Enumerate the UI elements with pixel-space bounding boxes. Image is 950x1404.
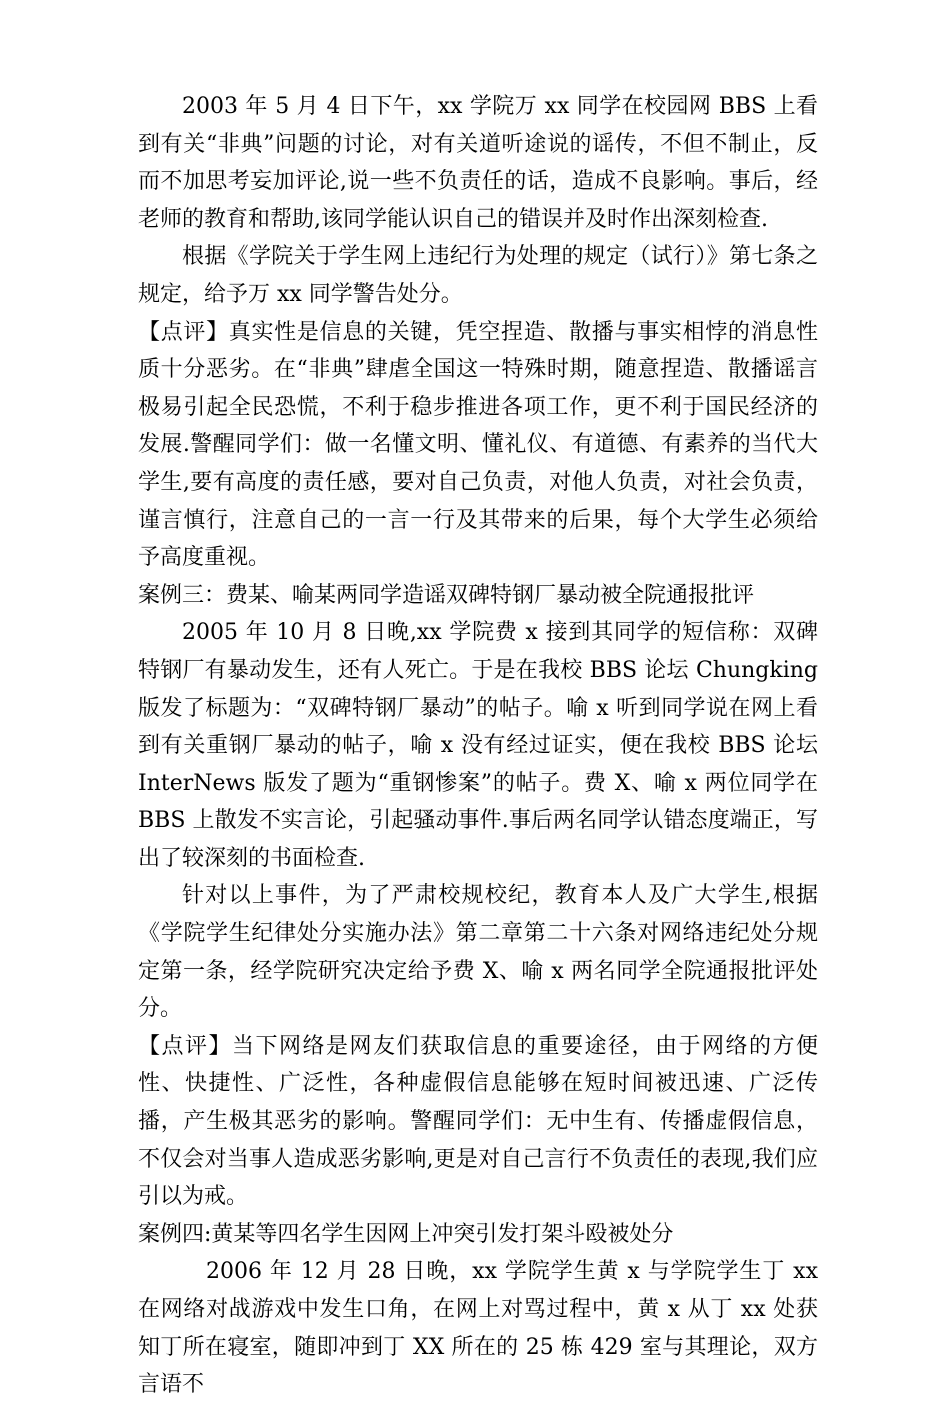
paragraph-case3-description: 2005 年 10 月 8 日晚,xx 学院费 x 接到其同学的短信称：双碑特钢厂有暴动发生，还有人死亡。于是在我校 BBS 论坛 Chungking 版发了标题为：“双碑特钢厂暴动”的帖子。喻 x 听到同学说在网上看到有关重钢厂暴动的帖子，喻 x 没有经过证实，便在我校 BBS 论坛 InterNews 版发了题为“重钢惨案”的帖子。费 X、喻 x 两位同学在 BBS 上散发不实言论，引起骚动事件.事后两名同学认错态度端正，写出了较深刻的书面检查. [138, 620, 818, 871]
comment-text: 真实性是信息的关键，凭空捏造、散播与事实相悖的消息性质十分恶劣。在“非典”肆虐全国这一特殊时期，随意捏造、散播谣言极易引起全民恐慌，不利于稳步推进各项工作，更不利于国民经济的发展.警醒同学们：做一名懂文明、懂礼仪、有道德、有素养的当代大学生,要有高度的责任感，要对自己负责，对他人负责，对社会负责，谨言慎行，注意自己的一言一行及其带来的后果，每个大学生必须给予高度重视。 [138, 319, 818, 571]
paragraph-case2-ruling: 根据《学院关于学生网上违纪行为处理的规定（试行）》第七条之规定，给予万 xx 同学警告处分。 [138, 244, 818, 307]
paragraph-case3-ruling: 针对以上事件，为了严肃校规校纪，教育本人及广大学生,根据《学院学生纪律处分实施办法》第二章第二十六条对网络违纪处分规定第一条，经学院研究决定给予费 X、喻 x 两名同学全院通报批评处分。 [138, 883, 818, 1022]
case4-title: 案例四:黄某等四名学生因网上冲突引发打架斗殴被处分 [138, 1221, 674, 1247]
paragraph-case4-description: 2006 年 12 月 28 日晚，xx 学院学生黄 x 与学院学生丁 xx 在网络对战游戏中发生口角，在网上对骂过程中，黄 x 从丁 xx 处获知丁所在寝室，随即冲到丁 XX 所在的 25 栋 429 室与其理论，双方言语不 [138, 1259, 818, 1398]
document-body [138, 88, 818, 1404]
paragraph-case3-comment [138, 1028, 818, 1216]
case3-title: 案例三：费某、喻某两同学造谣双碑特钢厂暴动被全院通报批评 [138, 582, 755, 608]
paragraph-case2-comment [138, 314, 818, 577]
comment-text: 当下网络是网友们获取信息的重要途径，由于网络的方便性、快捷性、广泛性，各种虚假信息能够在短时间被迅速、广泛传播，产生极其恶劣的影响。警醒同学们：无中生有、传播虚假信息，不仅会对当事人造成恶劣影响,更是对自己言行不负责任的表现,我们应引以为戒。 [138, 1033, 818, 1210]
comment-tag: 【点评】 [138, 1033, 232, 1059]
paragraph-case2-description: 2003 年 5 月 4 日下午，xx 学院万 xx 同学在校园网 BBS 上看到有关“非典”问题的讨论，对有关道听途说的谣传，不但不制止，反而不加思考妄加评论,说一些不负责任的话，造成不良影响。事后，经老师的教育和帮助,该同学能认识自己的错误并及时作出深刻检查. [138, 94, 818, 232]
comment-tag: 【点评】 [138, 319, 229, 345]
